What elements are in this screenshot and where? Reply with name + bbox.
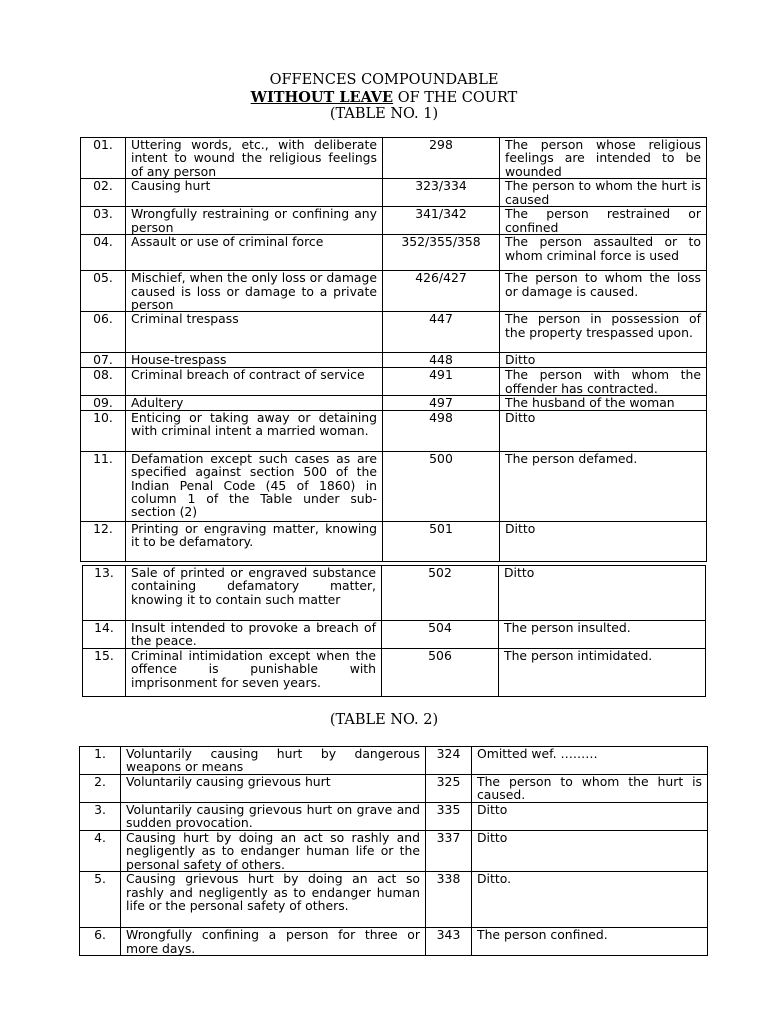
section-cell: 335 xyxy=(426,803,472,831)
offence-cell: Voluntarily causing grievous hurt on grave and sudden provocation. xyxy=(121,803,426,831)
section-cell: 323/334 xyxy=(383,179,500,207)
compounding-person-cell: The person whose religious feelings are intended to be wounded xyxy=(500,138,707,179)
row-number: 02. xyxy=(81,179,126,207)
offence-cell: Criminal trespass xyxy=(126,312,383,353)
offence-cell: Sale of printed or engraved substance containing defamatory matter, knowing it to contain such matter xyxy=(126,566,382,621)
section-cell: 506 xyxy=(382,649,499,697)
row-number: 13. xyxy=(83,566,126,621)
table-row xyxy=(83,649,706,697)
compounding-person-cell: The person assaulted or to whom criminal force is used xyxy=(500,235,707,271)
table-row xyxy=(80,928,708,956)
table-row xyxy=(80,747,708,775)
section-cell: 504 xyxy=(382,621,499,649)
compounding-person-cell: Ditto xyxy=(472,831,708,872)
table2 xyxy=(79,746,708,956)
section-cell: 448 xyxy=(383,353,500,368)
offence-cell: Adultery xyxy=(126,396,383,410)
section-cell: 337 xyxy=(426,831,472,872)
table-row xyxy=(80,775,708,803)
row-number: 09. xyxy=(81,396,126,410)
row-number: 4. xyxy=(80,831,121,872)
table-row xyxy=(81,396,707,410)
compounding-person-cell: Ditto xyxy=(500,353,707,368)
compounding-person-cell: The person intimidated. xyxy=(499,649,706,697)
offence-cell: Causing grievous hurt by doing an act so rashly and negligently as to endanger human life or the personal safety of others. xyxy=(121,872,426,928)
row-number: 15. xyxy=(83,649,126,697)
compounding-person-cell: The husband of the woman xyxy=(500,396,707,410)
row-number: 3. xyxy=(80,803,121,831)
row-number: 05. xyxy=(81,271,126,312)
document-subtitle xyxy=(0,89,768,106)
section-cell: 498 xyxy=(383,410,500,451)
row-number: 11. xyxy=(81,451,126,521)
subtitle-emphasis: WITHOUT LEAVE xyxy=(250,89,394,106)
row-number: 01. xyxy=(81,138,126,179)
table-row xyxy=(81,271,707,312)
table-row xyxy=(81,138,707,179)
compounding-person-cell: The person in possession of the property trespassed upon. xyxy=(500,312,707,353)
section-cell: 500 xyxy=(383,451,500,521)
table-row xyxy=(83,566,706,621)
compounding-person-cell: The person restrained or confined xyxy=(500,207,707,235)
section-cell: 491 xyxy=(383,368,500,396)
subtitle-rest: OF THE COURT xyxy=(393,90,518,106)
offence-cell: Mischief, when the only loss or damage caused is loss or damage to a private person xyxy=(126,271,383,312)
table-row xyxy=(80,831,708,872)
row-number: 08. xyxy=(81,368,126,396)
offence-cell: Defamation except such cases as are specified against section 500 of the Indian Penal Code (45 of 1860) in column 1 of the Table under sub-section (2) xyxy=(126,451,383,521)
offence-cell: Assault or use of criminal force xyxy=(126,235,383,271)
table-row xyxy=(81,368,707,396)
offence-cell: House-trespass xyxy=(126,353,383,368)
section-cell: 341/342 xyxy=(383,207,500,235)
table-row xyxy=(81,179,707,207)
compounding-person-cell: The person defamed. xyxy=(500,451,707,521)
document-title: OFFENCES COMPOUNDABLE xyxy=(269,72,499,88)
section-cell: 343 xyxy=(426,928,472,956)
row-number: 14. xyxy=(83,621,126,649)
row-number: 1. xyxy=(80,747,121,775)
offence-cell: Causing hurt xyxy=(126,179,383,207)
section-cell: 352/355/358 xyxy=(383,235,500,271)
table2-title: (TABLE NO. 2) xyxy=(329,712,439,728)
section-cell: 325 xyxy=(426,775,472,803)
row-number: 6. xyxy=(80,928,121,956)
compounding-person-cell: Ditto xyxy=(499,566,706,621)
compounding-person-cell: Ditto xyxy=(500,410,707,451)
compounding-person-cell: The person insulted. xyxy=(499,621,706,649)
table-row xyxy=(80,872,708,928)
offence-cell: Insult intended to provoke a breach of the peace. xyxy=(126,621,382,649)
compounding-person-cell: The person to whom the hurt is caused. xyxy=(472,775,708,803)
offence-cell: Voluntarily causing grievous hurt xyxy=(121,775,426,803)
section-cell: 497 xyxy=(383,396,500,410)
row-number: 10. xyxy=(81,410,126,451)
table-row xyxy=(83,621,706,649)
table-row xyxy=(81,312,707,353)
table-row xyxy=(81,353,707,368)
table1-part1 xyxy=(80,137,707,562)
compounding-person-cell: Ditto xyxy=(472,803,708,831)
row-number: 03. xyxy=(81,207,126,235)
compounding-person-cell: Ditto xyxy=(500,521,707,561)
compounding-person-cell: The person with whom the offender has contracted. xyxy=(500,368,707,396)
row-number: 2. xyxy=(80,775,121,803)
table1-title: (TABLE NO. 1) xyxy=(329,106,439,122)
row-number: 06. xyxy=(81,312,126,353)
section-cell: 447 xyxy=(383,312,500,353)
offence-cell: Criminal intimidation except when the offence is punishable with imprisonment for seven years. xyxy=(126,649,382,697)
section-cell: 338 xyxy=(426,872,472,928)
section-cell: 502 xyxy=(382,566,499,621)
row-number: 5. xyxy=(80,872,121,928)
offence-cell: Causing hurt by doing an act so rashly and negligently as to endanger human life or the personal safety of others. xyxy=(121,831,426,872)
offence-cell: Voluntarily causing hurt by dangerous weapons or means xyxy=(121,747,426,775)
table-row xyxy=(81,235,707,271)
table-row xyxy=(81,521,707,561)
section-cell: 298 xyxy=(383,138,500,179)
offence-cell: Printing or engraving matter, knowing it to be defamatory. xyxy=(126,521,383,561)
compounding-person-cell: The person to whom the loss or damage is caused. xyxy=(500,271,707,312)
row-number: 07. xyxy=(81,353,126,368)
section-cell: 426/427 xyxy=(383,271,500,312)
compounding-person-cell: The person to whom the hurt is caused xyxy=(500,179,707,207)
row-number: 12. xyxy=(81,521,126,561)
table-row xyxy=(80,803,708,831)
compounding-person-cell: The person confined. xyxy=(472,928,708,956)
compounding-person-cell: Omitted wef. ……… xyxy=(472,747,708,775)
table1-part2 xyxy=(82,565,706,697)
section-cell: 324 xyxy=(426,747,472,775)
offence-cell: Enticing or taking away or detaining with criminal intent a married woman. xyxy=(126,410,383,451)
offence-cell: Criminal breach of contract of service xyxy=(126,368,383,396)
table-row xyxy=(81,451,707,521)
section-cell: 501 xyxy=(383,521,500,561)
row-number: 04. xyxy=(81,235,126,271)
offence-cell: Uttering words, etc., with deliberate intent to wound the religious feelings of any person xyxy=(126,138,383,179)
table-row xyxy=(81,410,707,451)
offence-cell: Wrongfully restraining or confining any person xyxy=(126,207,383,235)
table-row xyxy=(81,207,707,235)
compounding-person-cell: Ditto. xyxy=(472,872,708,928)
offence-cell: Wrongfully confining a person for three or more days. xyxy=(121,928,426,956)
